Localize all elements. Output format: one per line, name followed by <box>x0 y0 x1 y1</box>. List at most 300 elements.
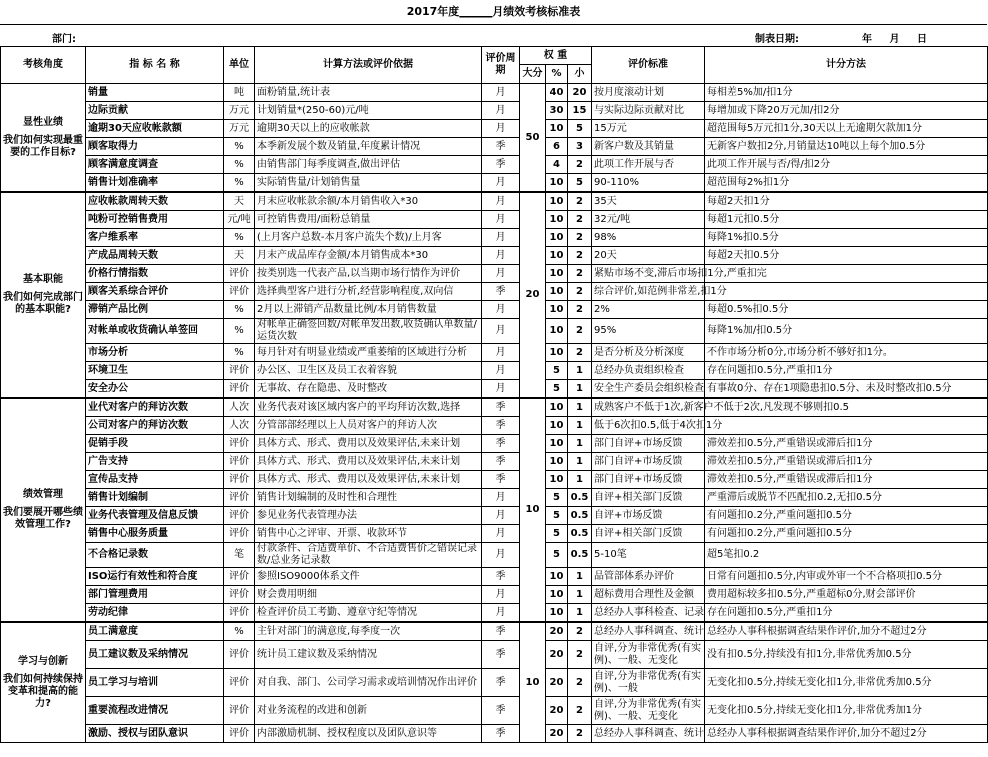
period-cell: 月 <box>482 380 520 399</box>
scoring-cell: 严重滞后或脱节不匹配扣0.2,无扣0.5分 <box>705 489 988 507</box>
pct-cell: 10 <box>546 265 568 283</box>
scoring-cell: 有问题扣0.2分,严重问题扣0.5分 <box>705 507 988 525</box>
small-cell: 2 <box>568 192 592 211</box>
method-cell: 本季新发展个数及销量,年度累计情况 <box>255 138 482 156</box>
table-row <box>1 380 988 399</box>
scoring-cell <box>705 283 988 301</box>
standard-cell: 自评+市场反馈 <box>592 507 705 525</box>
period-cell: 月 <box>482 84 520 102</box>
method-cell: 参见业务代表管理办法 <box>255 507 482 525</box>
period-cell: 月 <box>482 586 520 604</box>
table-row <box>1 471 988 489</box>
unit-cell: 评价 <box>224 435 255 453</box>
pct-cell: 10 <box>546 120 568 138</box>
indicator-name: 不合格记录数 <box>86 543 224 568</box>
period-cell: 月 <box>482 344 520 362</box>
group-weight: 10 <box>520 398 546 622</box>
header-pct: % <box>546 65 568 84</box>
scoring-cell: 日常有问题扣0.5分,内审或外审一个不合格项扣0.5分 <box>705 568 988 586</box>
group-subtitle: 我们如何实现最重要的工作目标? <box>3 134 83 158</box>
pct-cell: 10 <box>546 174 568 193</box>
period-cell: 季 <box>482 471 520 489</box>
period-cell: 季 <box>482 283 520 301</box>
standard-cell: 自评,分为非常优秀(有实例)、一般、无变化 <box>592 641 705 669</box>
indicator-name: 重要流程改进情况 <box>86 697 224 725</box>
method-cell: 月末应收帐款余额/本月销售收入*30 <box>255 192 482 211</box>
scoring-cell: 每超1元扣0.5分 <box>705 211 988 229</box>
table-row <box>1 192 988 211</box>
small-cell: 2 <box>568 301 592 319</box>
small-cell: 0.5 <box>568 543 592 568</box>
scoring-cell: 滞效差扣0.5分,严重错误或滞后扣1分 <box>705 453 988 471</box>
indicator-name: 安全办公 <box>86 380 224 399</box>
unit-cell: % <box>224 174 255 193</box>
period-cell: 月 <box>482 174 520 193</box>
header-big: 大分 <box>520 65 546 84</box>
standard-cell: 20天 <box>592 247 705 265</box>
unit-cell: 评价 <box>224 283 255 301</box>
period-cell: 季 <box>482 435 520 453</box>
standard-cell: 15万元 <box>592 120 705 138</box>
unit-cell: 评价 <box>224 697 255 725</box>
table-row <box>1 138 988 156</box>
standard-cell: 是否分析及分析深度 <box>592 344 705 362</box>
group-subtitle: 我们如何持续保持变革和提高的能力? <box>3 673 83 709</box>
pct-cell: 5 <box>546 380 568 399</box>
indicator-name: 顾客关系综合评价 <box>86 283 224 301</box>
period-cell: 月 <box>482 489 520 507</box>
period-cell: 月 <box>482 120 520 138</box>
unit-cell: % <box>224 344 255 362</box>
period-cell: 季 <box>482 138 520 156</box>
group-weight: 20 <box>520 192 546 398</box>
pct-cell: 5 <box>546 489 568 507</box>
scoring-cell: 超5笔扣0.2 <box>705 543 988 568</box>
pct-cell: 5 <box>546 543 568 568</box>
standard-cell: 低于6次扣0.5,低于4次扣1分 <box>592 417 705 435</box>
scoring-cell: 每降1%加/扣0.5分 <box>705 319 988 344</box>
method-cell: (上月客户总数-本月客户流失个数)/上月客 <box>255 229 482 247</box>
table-row <box>1 102 988 120</box>
table-row <box>1 156 988 174</box>
table-row <box>1 489 988 507</box>
group-angle-cell <box>1 622 86 743</box>
indicator-name: 销售中心服务质量 <box>86 525 224 543</box>
method-cell: 按类别选一代表产品,以当期市场行情作为评价 <box>255 265 482 283</box>
indicator-name: 顾客满意度调查 <box>86 156 224 174</box>
period-cell: 月 <box>482 525 520 543</box>
period-cell: 季 <box>482 622 520 641</box>
unit-cell: 评价 <box>224 507 255 525</box>
small-cell: 2 <box>568 283 592 301</box>
title-suffix: 月绩效考核标准表 <box>492 5 581 18</box>
unit-cell: % <box>224 622 255 641</box>
pct-cell: 20 <box>546 697 568 725</box>
standard-cell: 综合评价,如范例非常差,扣1分 <box>592 283 705 301</box>
scoring-cell: 滞效差扣0.5分,严重错误或滞后扣1分 <box>705 471 988 489</box>
unit-cell: 评价 <box>224 568 255 586</box>
table-row <box>1 362 988 380</box>
scoring-cell: 总经办人事科根据调查结果作评价,加分不超过2分 <box>705 725 988 743</box>
small-cell: 15 <box>568 102 592 120</box>
period-cell: 季 <box>482 568 520 586</box>
pct-cell: 20 <box>546 725 568 743</box>
method-cell: 财会费用明细 <box>255 586 482 604</box>
meta-bar <box>0 24 987 47</box>
pct-cell: 10 <box>546 229 568 247</box>
standard-cell: 部门自评+市场反馈 <box>592 435 705 453</box>
table-row <box>1 586 988 604</box>
group-subtitle: 我们如何完成部门的基本职能? <box>3 292 83 315</box>
table-row <box>1 725 988 743</box>
method-cell: 由销售部门每季度调查,做出评估 <box>255 156 482 174</box>
pct-cell: 10 <box>546 344 568 362</box>
scoring-cell: 每相差5%加/扣1分 <box>705 84 988 102</box>
standard-cell: 安全生产委员会组织检查 <box>592 380 705 399</box>
method-cell: 付款条件、合适费单价、不合适费售价之错误记录数/总业务记录数 <box>255 543 482 568</box>
scoring-cell: 存在问题扣0.5分,严重扣1分 <box>705 362 988 380</box>
indicator-name: 业务代表管理及信息反馈 <box>86 507 224 525</box>
method-cell: 具体方式、形式、费用以及效果评估,未来计划 <box>255 471 482 489</box>
indicator-name: 广告支持 <box>86 453 224 471</box>
group-weight: 10 <box>520 622 546 743</box>
indicator-name: 逾期30天应收帐款额 <box>86 120 224 138</box>
period-cell: 季 <box>482 697 520 725</box>
pct-cell: 20 <box>546 669 568 697</box>
indicator-name: 激励、授权与团队意识 <box>86 725 224 743</box>
standard-cell: 90-110% <box>592 174 705 193</box>
unit-cell: 天 <box>224 192 255 211</box>
standard-cell: 总经办人事科调查、统计 <box>592 622 705 641</box>
unit-cell: 评价 <box>224 669 255 697</box>
unit-cell: 评价 <box>224 641 255 669</box>
small-cell: 1 <box>568 398 592 417</box>
standard-cell: 品管部体系办评价 <box>592 568 705 586</box>
small-cell: 1 <box>568 380 592 399</box>
table-row <box>1 669 988 697</box>
table-row <box>1 417 988 435</box>
small-cell: 1 <box>568 453 592 471</box>
small-cell: 1 <box>568 362 592 380</box>
standard-cell: 总经办负责组织检查 <box>592 362 705 380</box>
small-cell: 2 <box>568 265 592 283</box>
standard-cell: 32元/吨 <box>592 211 705 229</box>
small-cell: 2 <box>568 697 592 725</box>
period-cell: 季 <box>482 417 520 435</box>
method-cell: 统计员工建议数及采纳情况 <box>255 641 482 669</box>
standard-cell: 98% <box>592 229 705 247</box>
pct-cell: 10 <box>546 301 568 319</box>
table-row <box>1 507 988 525</box>
header-method: 计算方法或评价依据 <box>255 47 482 84</box>
table-row <box>1 211 988 229</box>
header-indicator: 指 标 名 称 <box>86 47 224 84</box>
table-row <box>1 525 988 543</box>
standard-cell: 此项工作开展与否 <box>592 156 705 174</box>
small-cell: 2 <box>568 211 592 229</box>
small-cell: 1 <box>568 417 592 435</box>
method-cell: 具体方式、形式、费用以及效果评估,未来计划 <box>255 435 482 453</box>
pct-cell: 4 <box>546 156 568 174</box>
indicator-name: 销售计划编制 <box>86 489 224 507</box>
indicator-name: 业代对客户的拜访次数 <box>86 398 224 417</box>
header-small: 小 <box>568 65 592 84</box>
indicator-name: 劳动纪律 <box>86 604 224 623</box>
period-cell: 月 <box>482 247 520 265</box>
table-row <box>1 120 988 138</box>
scoring-cell: 不作市场分析0分,市场分析不够好扣1分。 <box>705 344 988 362</box>
scoring-cell: 总经办人事科根据调查结果作评价,加分不超过2分 <box>705 622 988 641</box>
group-angle-cell <box>1 84 86 193</box>
pct-cell: 20 <box>546 641 568 669</box>
header-scoring: 计分方法 <box>705 47 988 84</box>
period-cell: 季 <box>482 156 520 174</box>
table-row <box>1 453 988 471</box>
indicator-name: 员工建议数及采纳情况 <box>86 641 224 669</box>
small-cell: 0.5 <box>568 507 592 525</box>
indicator-name: 员工学习与培训 <box>86 669 224 697</box>
indicator-name: 边际贡献 <box>86 102 224 120</box>
pct-cell: 10 <box>546 192 568 211</box>
group-angle-cell <box>1 192 86 398</box>
period-cell: 月 <box>482 604 520 623</box>
period-cell: 季 <box>482 453 520 471</box>
indicator-name: 销量 <box>86 84 224 102</box>
period-cell: 季 <box>482 725 520 743</box>
standard-cell: 35天 <box>592 192 705 211</box>
unit-cell: 评价 <box>224 604 255 623</box>
small-cell: 2 <box>568 156 592 174</box>
unit-cell: 万元 <box>224 102 255 120</box>
method-cell: 具体方式、形式、费用以及效果评估,未来计划 <box>255 453 482 471</box>
unit-cell: 评价 <box>224 725 255 743</box>
indicator-name: 滞销产品比例 <box>86 301 224 319</box>
unit-cell: 吨 <box>224 84 255 102</box>
method-cell: 销售中心之评审、开票、收款环节 <box>255 525 482 543</box>
small-cell: 20 <box>568 84 592 102</box>
table-row <box>1 622 988 641</box>
pct-cell: 10 <box>546 568 568 586</box>
method-cell: 2月以上滞销产品数量比例/本月销售数量 <box>255 301 482 319</box>
method-cell: 主针对部门的满意度,每季度一次 <box>255 622 482 641</box>
header-angle: 考核角度 <box>1 47 86 84</box>
table-row <box>1 265 988 283</box>
period-cell: 月 <box>482 362 520 380</box>
indicator-name: 部门管理费用 <box>86 586 224 604</box>
group-subtitle: 我们要展开哪些绩效管理工作? <box>3 507 83 530</box>
table-row <box>1 641 988 669</box>
unit-cell: 评价 <box>224 362 255 380</box>
small-cell: 1 <box>568 471 592 489</box>
table-row <box>1 247 988 265</box>
pct-cell: 30 <box>546 102 568 120</box>
title-year: 2017年度 <box>406 5 460 18</box>
method-cell: 业务代表对该区域内客户的平均拜访次数,选择 <box>255 398 482 417</box>
method-cell: 对帐单正确签回数/对帐单发出数,收货确认单数量/运货次数 <box>255 319 482 344</box>
small-cell: 2 <box>568 229 592 247</box>
small-cell: 5 <box>568 120 592 138</box>
period-cell: 月 <box>482 192 520 211</box>
indicator-name: ISO运行有效性和符合度 <box>86 568 224 586</box>
unit-cell: % <box>224 229 255 247</box>
scoring-cell: 无变化扣0.5分,持续无变化扣1分,非常优秀加0.5分 <box>705 669 988 697</box>
table-row <box>1 398 988 417</box>
table-row <box>1 568 988 586</box>
small-cell: 1 <box>568 604 592 623</box>
standard-cell: 部门自评+市场反馈 <box>592 471 705 489</box>
unit-cell: % <box>224 156 255 174</box>
standard-cell: 自评,分为非常优秀(有实例)、一般、无变化 <box>592 697 705 725</box>
small-cell: 1 <box>568 435 592 453</box>
standard-cell: 按月度滚动计划 <box>592 84 705 102</box>
scoring-cell: 费用超标较多扣0.5分,严重超标0分,财会部评价 <box>705 586 988 604</box>
period-cell: 季 <box>482 398 520 417</box>
pct-cell: 40 <box>546 84 568 102</box>
period-cell: 季 <box>482 669 520 697</box>
method-cell: 面粉销量,统计表 <box>255 84 482 102</box>
small-cell: 2 <box>568 247 592 265</box>
standard-cell: 自评,分为非常优秀(有实例)、一般 <box>592 669 705 697</box>
method-cell: 逾期30天以上的应收帐款 <box>255 120 482 138</box>
unit-cell: % <box>224 319 255 344</box>
scoring-cell <box>705 417 988 435</box>
small-cell: 3 <box>568 138 592 156</box>
unit-cell: 元/吨 <box>224 211 255 229</box>
standard-cell: 95% <box>592 319 705 344</box>
table-row <box>1 435 988 453</box>
method-cell: 办公区、卫生区及员工衣着容貌 <box>255 362 482 380</box>
method-cell: 内部激励机制、授权程度以及团队意识等 <box>255 725 482 743</box>
pct-cell: 10 <box>546 247 568 265</box>
method-cell: 月末产成品库存金额/本月销售成本*30 <box>255 247 482 265</box>
unit-cell: 天 <box>224 247 255 265</box>
small-cell: 2 <box>568 641 592 669</box>
header-standard: 评价标准 <box>592 47 705 84</box>
header-weight: 权 重 <box>520 47 592 65</box>
standard-cell: 新客户数及其销量 <box>592 138 705 156</box>
table-row <box>1 344 988 362</box>
unit-cell: 评价 <box>224 525 255 543</box>
pct-cell: 10 <box>546 471 568 489</box>
pct-cell: 10 <box>546 211 568 229</box>
pct-cell: 5 <box>546 507 568 525</box>
method-cell: 分管部部经理以上人员对客户的拜访人次 <box>255 417 482 435</box>
standard-cell: 部门自评+市场反馈 <box>592 453 705 471</box>
table-row <box>1 84 988 102</box>
table-row <box>1 283 988 301</box>
title-blank: ______ <box>459 5 493 18</box>
date-ymd: 年 月 日 <box>862 34 927 45</box>
pct-cell: 10 <box>546 435 568 453</box>
method-cell: 无事故、存在隐患、及时整改 <box>255 380 482 399</box>
pct-cell: 10 <box>546 453 568 471</box>
scoring-cell: 每降1%扣0.5分 <box>705 229 988 247</box>
standard-cell: 总经办人事科调查、统计 <box>592 725 705 743</box>
period-cell: 月 <box>482 229 520 247</box>
indicator-name: 价格行情指数 <box>86 265 224 283</box>
small-cell: 2 <box>568 344 592 362</box>
small-cell: 2 <box>568 319 592 344</box>
scoring-cell: 无变化扣0.5分,持续无变化扣1分,非常优秀加1分 <box>705 697 988 725</box>
group-title: 基本职能 <box>23 274 63 285</box>
scoring-cell: 滞效差扣0.5分,严重错误或滞后扣1分 <box>705 435 988 453</box>
unit-cell: 笔 <box>224 543 255 568</box>
method-cell: 对业务流程的改进和创新 <box>255 697 482 725</box>
small-cell: 1 <box>568 568 592 586</box>
pct-cell: 5 <box>546 362 568 380</box>
scoring-cell: 每增加或下降20万元加/扣2分 <box>705 102 988 120</box>
period-cell: 月 <box>482 211 520 229</box>
standard-cell: 紧贴市场不变,滞后市场扣1分,严重扣完 <box>592 265 705 283</box>
method-cell: 每月针对有明显业绩或严重萎缩的区域进行分析 <box>255 344 482 362</box>
scoring-cell: 超范围每5万元扣1分,30天以上无逾期欠款加1分 <box>705 120 988 138</box>
indicator-name: 销售计划准确率 <box>86 174 224 193</box>
method-cell: 销售计划编制的及时性和合理性 <box>255 489 482 507</box>
method-cell: 可控销售费用/面粉总销量 <box>255 211 482 229</box>
scoring-cell: 此项工作开展与否/得/扣2分 <box>705 156 988 174</box>
header-period: 评价周期 <box>482 47 520 84</box>
standard-cell: 超标费用合理性及金额 <box>592 586 705 604</box>
standard-cell: 2% <box>592 301 705 319</box>
unit-cell: 评价 <box>224 453 255 471</box>
method-cell: 参照ISO9000体系文件 <box>255 568 482 586</box>
header-unit: 单位 <box>224 47 255 84</box>
small-cell: 2 <box>568 669 592 697</box>
unit-cell: 万元 <box>224 120 255 138</box>
small-cell: 5 <box>568 174 592 193</box>
indicator-name: 公司对客户的拜访次数 <box>86 417 224 435</box>
kpi-table-body <box>1 84 988 743</box>
small-cell: 2 <box>568 725 592 743</box>
scoring-cell: 存在问题扣0.5分,严重扣1分 <box>705 604 988 623</box>
period-cell: 月 <box>482 301 520 319</box>
unit-cell: 评价 <box>224 380 255 399</box>
scoring-cell: 有事故0分、存在1项隐患扣0.5分、未及时整改扣0.5分 <box>705 380 988 399</box>
unit-cell: % <box>224 138 255 156</box>
small-cell: 0.5 <box>568 525 592 543</box>
table-row <box>1 543 988 568</box>
pct-cell: 10 <box>546 398 568 417</box>
method-cell: 选择典型客户进行分析,经营影响程度,双向信 <box>255 283 482 301</box>
scoring-cell: 无新客户数扣2分,月销量达10吨以上每个加0.5分 <box>705 138 988 156</box>
unit-cell: 人次 <box>224 417 255 435</box>
pct-cell: 10 <box>546 604 568 623</box>
method-cell: 实际销售量/计划销售量 <box>255 174 482 193</box>
period-cell: 月 <box>482 319 520 344</box>
table-row <box>1 697 988 725</box>
scoring-cell: 没有扣0.5分,持续没有扣1分,非常优秀加0.5分 <box>705 641 988 669</box>
small-cell: 2 <box>568 622 592 641</box>
unit-cell: 评价 <box>224 489 255 507</box>
standard-cell: 总经办人事科检查、记录 <box>592 604 705 623</box>
scoring-cell: 每超2天扣0.5分 <box>705 247 988 265</box>
group-title: 学习与创新 <box>18 655 68 667</box>
page-title <box>0 0 987 24</box>
standard-cell: 与实际边际贡献对比 <box>592 102 705 120</box>
unit-cell: 评价 <box>224 471 255 489</box>
standard-cell: 自评+相关部门反馈 <box>592 489 705 507</box>
period-cell: 月 <box>482 102 520 120</box>
table-row <box>1 319 988 344</box>
table-row <box>1 604 988 623</box>
group-weight: 50 <box>520 84 546 193</box>
scoring-cell: 超范围每2%扣1分 <box>705 174 988 193</box>
pct-cell: 10 <box>546 319 568 344</box>
indicator-name: 顾客取得力 <box>86 138 224 156</box>
unit-cell: 评价 <box>224 586 255 604</box>
dept-label: 部门: <box>52 34 76 45</box>
unit-cell: % <box>224 301 255 319</box>
